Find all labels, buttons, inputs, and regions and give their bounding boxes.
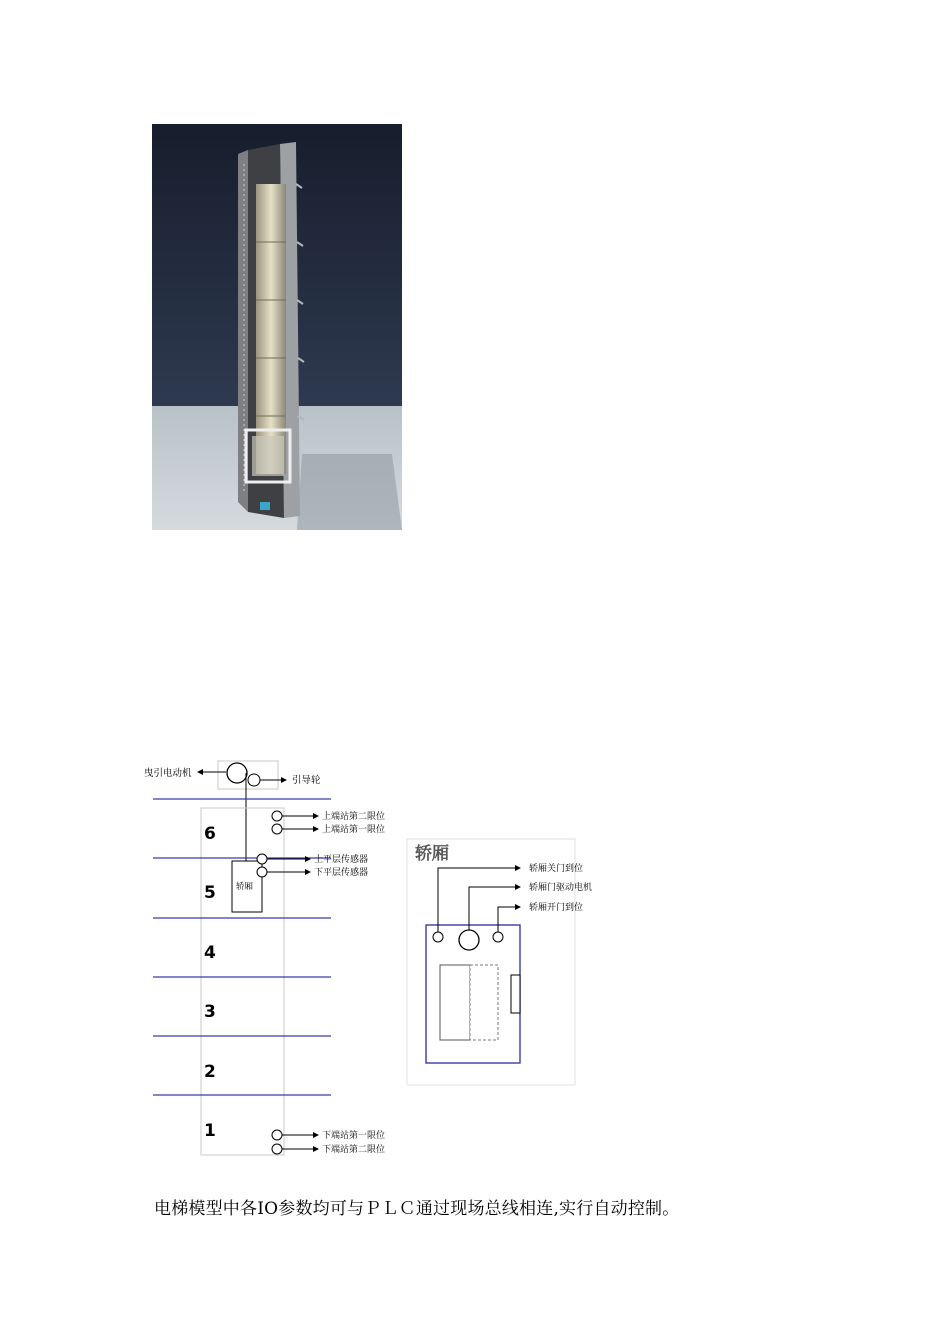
elevator-schematic	[140, 755, 600, 1170]
elevator-car-label: 轿厢	[236, 882, 254, 892]
door-closed-sensor-icon	[433, 932, 443, 942]
upper-limit-1-label: 上端站第一限位	[322, 825, 386, 835]
traction-motor-label: 曳引电动机	[144, 768, 192, 779]
floor-number-4: 4	[204, 943, 216, 963]
caption-text: 电梯模型中各IO参数均可与ＰＬＣ通过现场总线相连,实行自动控制。	[154, 1199, 680, 1219]
lower-limit-2-label: 下端站第二限位	[322, 1145, 386, 1155]
upper-limit-2-icon	[272, 811, 282, 821]
upper-limit-1-icon	[272, 824, 282, 834]
elevator-render-image	[152, 124, 402, 530]
traction-motor-icon	[227, 763, 247, 783]
floor-number-6: 6	[204, 824, 216, 844]
guide-wheel-label: 引导轮	[292, 775, 321, 786]
guide-wheel-icon	[248, 774, 260, 786]
door-open-sensor-icon	[493, 932, 503, 942]
car-door-left	[440, 965, 470, 1040]
door-motor-icon	[459, 930, 479, 950]
floor-number-3: 3	[204, 1002, 216, 1022]
car-control-panel	[511, 975, 520, 1013]
door-motor-label: 轿厢门驱动电机	[529, 883, 593, 893]
door-closed-label: 轿厢关门到位	[529, 864, 584, 874]
lower-limit-1-icon	[272, 1130, 282, 1140]
shaft-outline	[201, 808, 284, 1155]
lower-limit-2-icon	[272, 1144, 282, 1154]
upper-level-sensor-label: 上平层传感器	[314, 855, 369, 865]
lower-level-sensor-icon	[257, 867, 267, 877]
upper-level-sensor-icon	[257, 854, 267, 864]
floor-number-5: 5	[204, 883, 216, 903]
upper-limit-2-label: 上端站第二限位	[322, 812, 386, 822]
car-detail-panel	[407, 839, 575, 1085]
floor-lines	[153, 799, 331, 1095]
door-open-label: 轿厢开门到位	[529, 903, 584, 913]
floor-number-2: 2	[204, 1062, 216, 1082]
lower-limit-1-label: 下端站第一限位	[322, 1131, 386, 1141]
car-door-right	[470, 965, 498, 1040]
floor-number-1: 1	[204, 1121, 216, 1141]
car-detail-title: 轿厢	[415, 844, 449, 864]
lower-level-sensor-label: 下平层传感器	[314, 868, 369, 878]
